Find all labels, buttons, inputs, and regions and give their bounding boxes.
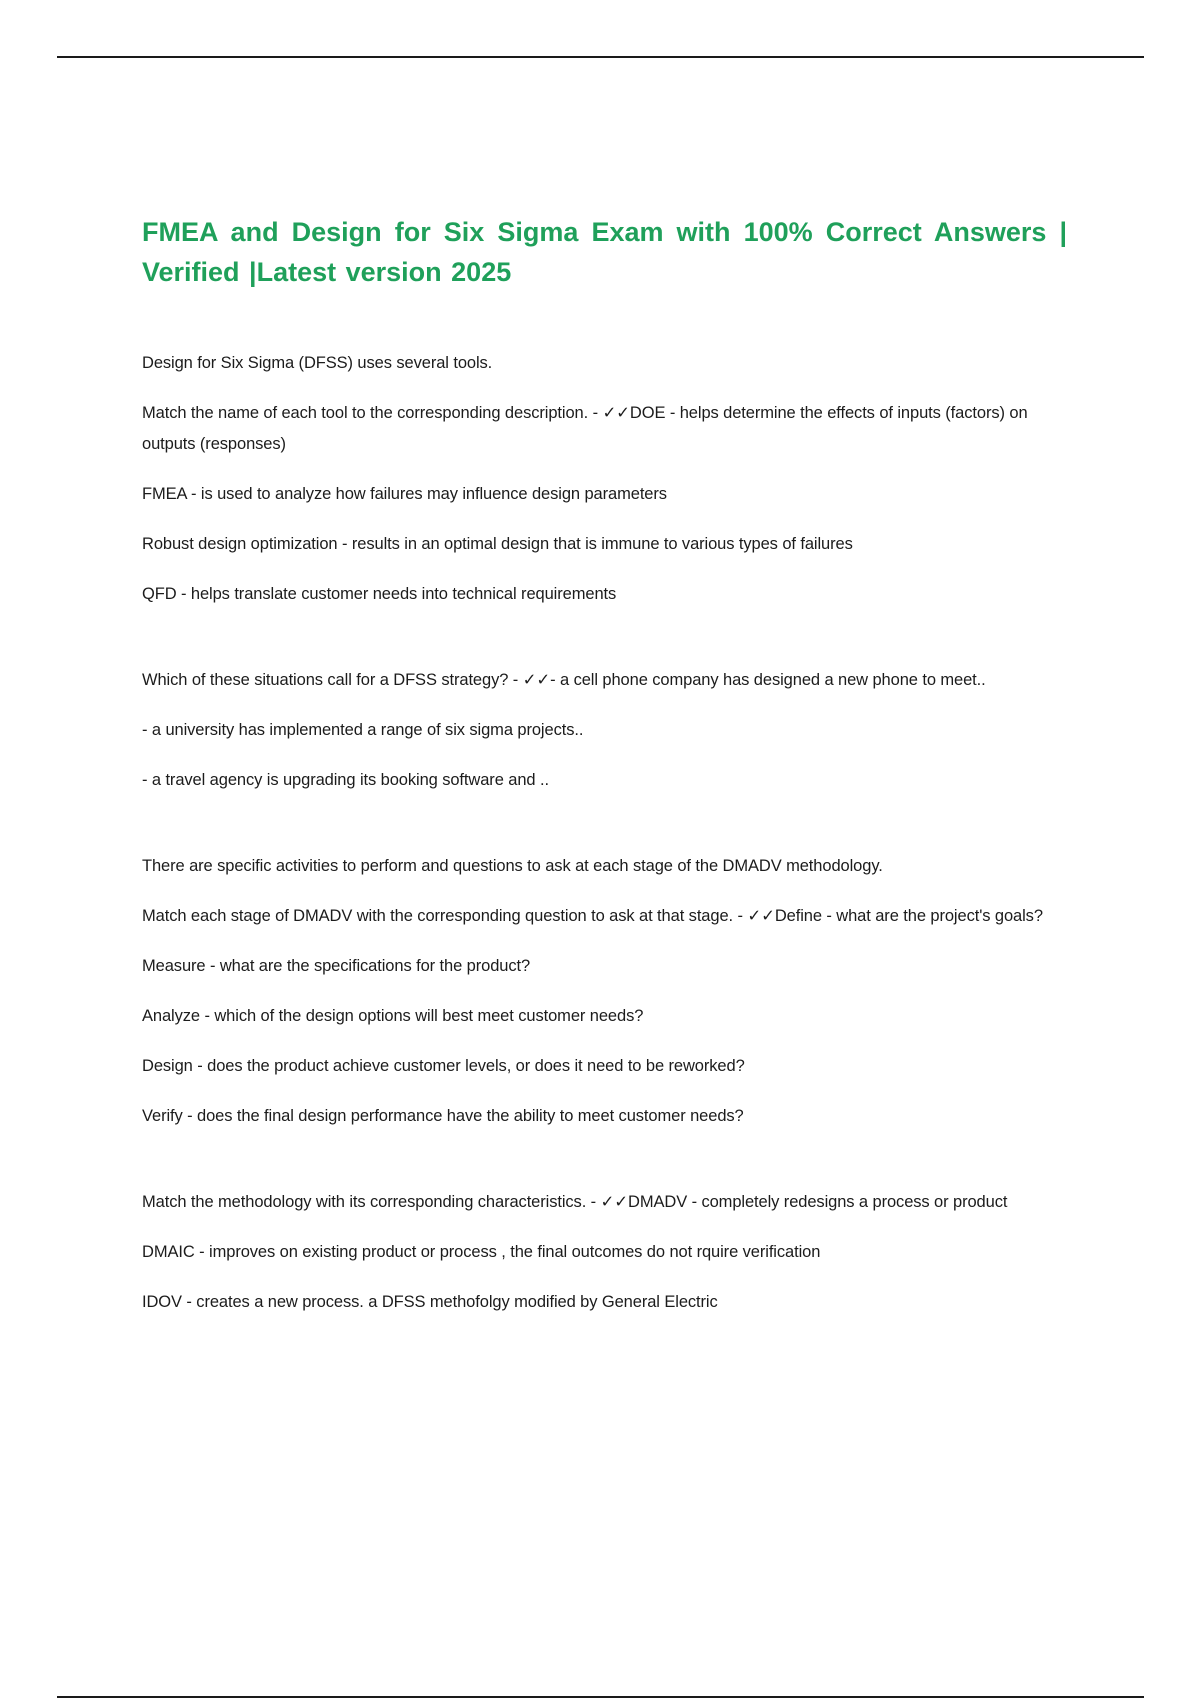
- answer-text: QFD - helps translate customer needs into technical requirements: [142, 585, 617, 603]
- question-text: Match the methodology with its corresponding characteristics. - ✓✓DMADV - completely redesigns a process or product: [142, 1193, 1008, 1211]
- answer-text: Verify - does the final design performance have the ability to meet customer needs?: [142, 1107, 744, 1125]
- question-text: Which of these situations call for a DFSS strategy? - ✓✓- a cell phone company has designed a new phone to meet..: [142, 671, 986, 689]
- document-body: [142, 212, 1067, 1318]
- answer-text: IDOV - creates a new process. a DFSS methofolgy modified by General Electric: [142, 1293, 718, 1311]
- answer-text: - a travel agency is upgrading its booking software and ..: [142, 771, 549, 789]
- qa-block-dfss-tools: [142, 348, 1067, 610]
- answer-text: Robust design optimization - results in an optimal design that is immune to various types of failures: [142, 535, 853, 553]
- question-text: Design for Six Sigma (DFSS) uses several tools.: [142, 354, 493, 372]
- answer-text: FMEA - is used to analyze how failures may influence design parameters: [142, 485, 667, 503]
- header-rule: [57, 56, 1144, 58]
- qa-block-dfss-strategy: [142, 665, 1067, 796]
- answer-text: Measure - what are the specifications for the product?: [142, 957, 531, 975]
- footer-rule: [57, 1696, 1144, 1698]
- qa-block-dmadv-stages: [142, 851, 1067, 1132]
- answer-text: - a university has implemented a range of six sigma projects..: [142, 721, 584, 739]
- answer-text: DMAIC - improves on existing product or process , the final outcomes do not rquire verification: [142, 1243, 821, 1261]
- document-title: FMEA and Design for Six Sigma Exam with 100% Correct Answers | Verified |Latest version 2025: [142, 217, 1067, 287]
- question-text: There are specific activities to perform and questions to ask at each stage of the DMADV methodology.: [142, 857, 883, 875]
- answer-text: Match the name of each tool to the corresponding description. - ✓✓DOE - helps determine the effects of inputs (factors) on outputs (responses): [142, 404, 1028, 453]
- qa-block-methodology: [142, 1187, 1067, 1318]
- answer-text: Analyze - which of the design options will best meet customer needs?: [142, 1007, 644, 1025]
- answer-text: Match each stage of DMADV with the corresponding question to ask at that stage. - ✓✓Define - what are the project's goals?: [142, 907, 1043, 925]
- answer-text: Design - does the product achieve customer levels, or does it need to be reworked?: [142, 1057, 745, 1075]
